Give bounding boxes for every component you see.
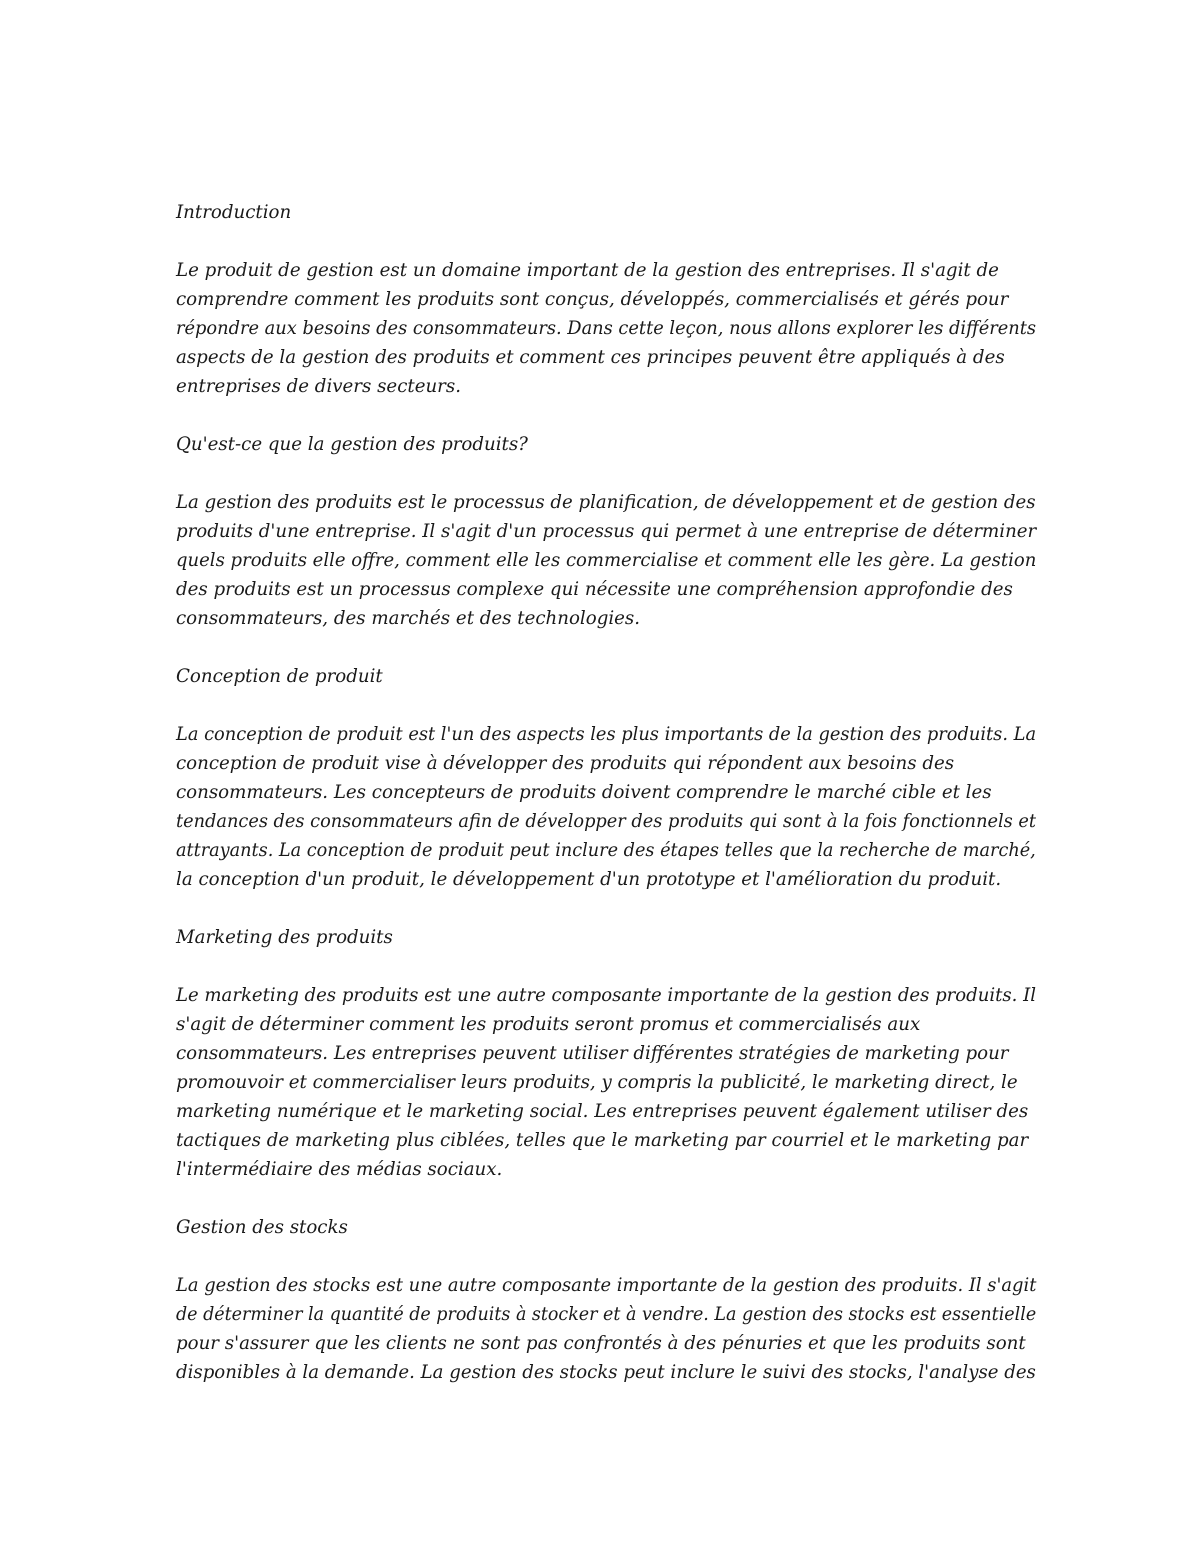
spacer <box>176 459 1036 488</box>
paragraph-line: conception de produit vise à développer des produits qui répondent aux besoins des <box>176 753 955 774</box>
paragraph-line: tendances des consommateurs afin de développer des produits qui sont à la fois fonctionnels et <box>176 811 1037 832</box>
document-body <box>176 198 1036 1387</box>
spacer <box>176 1184 1036 1213</box>
paragraph-line: La conception de produit est l'un des aspects les plus importants de la gestion des produits. La <box>176 724 1037 745</box>
paragraph-line: La gestion des stocks est une autre composante importante de la gestion des produits. Il s'agit <box>176 1275 1037 1296</box>
spacer <box>176 894 1036 923</box>
spacer <box>176 227 1036 256</box>
paragraph-line: de déterminer la quantité de produits à stocker et à vendre. La gestion des stocks est essentielle <box>176 1304 1037 1325</box>
paragraph-line: tactiques de marketing plus ciblées, telles que le marketing par courriel et le marketing par <box>176 1130 1029 1151</box>
spacer <box>176 401 1036 430</box>
paragraph-line: disponibles à la demande. La gestion des stocks peut inclure le suivi des stocks, l'analyse des <box>176 1362 1036 1383</box>
paragraph-line: la conception d'un produit, le développement d'un prototype et l'amélioration du produit. <box>176 869 1002 890</box>
paragraph-line: promouvoir et commercialiser leurs produits, y compris la publicité, le marketing direct, le <box>176 1072 1018 1093</box>
paragraph-line: s'agit de déterminer comment les produits seront promus et commercialisés aux <box>176 1014 921 1035</box>
section-heading-marketing: Marketing des produits <box>176 927 393 948</box>
paragraph-line: pour s'assurer que les clients ne sont pas confrontés à des pénuries et que les produits sont <box>176 1333 1026 1354</box>
paragraph-line: consommateurs, des marchés et des technologies. <box>176 608 641 629</box>
paragraph-line: produits d'une entreprise. Il s'agit d'un processus qui permet à une entreprise de déterminer <box>176 521 1037 542</box>
paragraph-line: Le marketing des produits est une autre composante importante de la gestion des produits. Il <box>176 985 1037 1006</box>
section-heading-introduction: Introduction <box>176 202 292 223</box>
paragraph-line: marketing numérique et le marketing social. Les entreprises peuvent également utiliser des <box>176 1101 1029 1122</box>
section-heading-conception: Conception de produit <box>176 666 383 687</box>
spacer <box>176 691 1036 720</box>
spacer <box>176 1242 1036 1271</box>
paragraph-line: des produits est un processus complexe qui nécessite une compréhension approfondie des <box>176 579 1013 600</box>
paragraph-line: répondre aux besoins des consommateurs. Dans cette leçon, nous allons explorer les différents <box>176 318 1037 339</box>
paragraph-line: entreprises de divers secteurs. <box>176 376 461 397</box>
paragraph-line: quels produits elle offre, comment elle les commercialise et comment elle les gère. La gestion <box>176 550 1037 571</box>
paragraph-line: Le produit de gestion est un domaine important de la gestion des entreprises. Il s'agit de <box>176 260 999 281</box>
spacer <box>176 633 1036 662</box>
paragraph-line: La gestion des produits est le processus de planification, de développement et de gestion des <box>176 492 1036 513</box>
paragraph-line: l'intermédiaire des médias sociaux. <box>176 1159 503 1180</box>
section-heading-quest-ce-que: Qu'est-ce que la gestion des produits? <box>176 434 528 455</box>
paragraph-line: consommateurs. Les entreprises peuvent utiliser différentes stratégies de marketing pour <box>176 1043 1009 1064</box>
spacer <box>176 952 1036 981</box>
paragraph-line: aspects de la gestion des produits et comment ces principes peuvent être appliqués à des <box>176 347 1005 368</box>
section-heading-gestion-stocks: Gestion des stocks <box>176 1217 348 1238</box>
paragraph-line: comprendre comment les produits sont conçus, développés, commercialisés et gérés pour <box>176 289 1009 310</box>
paragraph-line: consommateurs. Les concepteurs de produits doivent comprendre le marché cible et les <box>176 782 992 803</box>
paragraph-line: attrayants. La conception de produit peut inclure des étapes telles que la recherche de marché, <box>176 840 1036 861</box>
